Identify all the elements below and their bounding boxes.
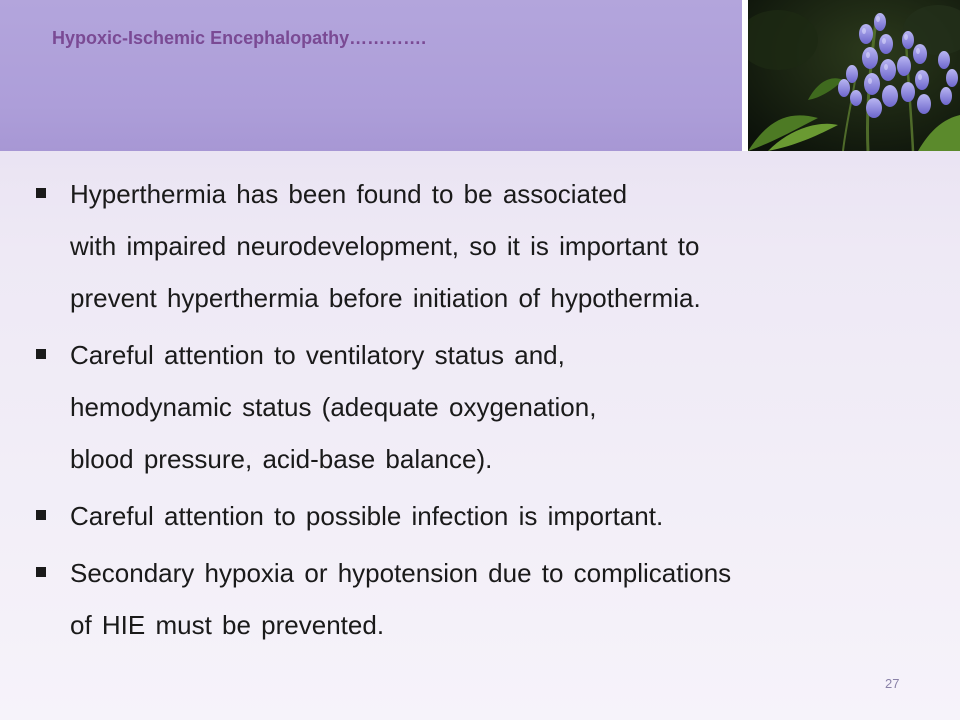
- square-bullet-icon: [36, 188, 46, 198]
- bullet-list: [34, 168, 934, 656]
- bullet-item: [34, 490, 934, 542]
- square-bullet-icon: [36, 510, 46, 520]
- square-bullet-icon: [36, 349, 46, 359]
- square-bullet-icon: [36, 567, 46, 577]
- bullet-line: with impaired neurodevelopment, so it is important to: [70, 231, 700, 261]
- page-number: 27: [885, 676, 900, 691]
- bullet-line: hemodynamic status (adequate oxygenation,: [70, 392, 597, 422]
- bullet-item: [34, 329, 934, 485]
- bullet-line: Secondary hypoxia or hypotension due to complications: [70, 558, 732, 588]
- bullet-line: blood pressure, acid-base balance).: [70, 444, 493, 474]
- bullet-item: [34, 547, 934, 651]
- bullet-line: Careful attention to ventilatory status and,: [70, 340, 565, 370]
- bullet-line: Careful attention to possible infection is important.: [70, 501, 664, 531]
- bullet-line: prevent hyperthermia before initiation of hypothermia.: [70, 283, 701, 313]
- bullet-line: Hyperthermia has been found to be associated: [70, 179, 628, 209]
- bullet-item: [34, 168, 934, 324]
- slide-title: Hypoxic-Ischemic Encephalopathy………….: [52, 28, 427, 48]
- bluebell-flowers-photo: [748, 0, 960, 151]
- bullet-line: of HIE must be prevented.: [70, 610, 385, 640]
